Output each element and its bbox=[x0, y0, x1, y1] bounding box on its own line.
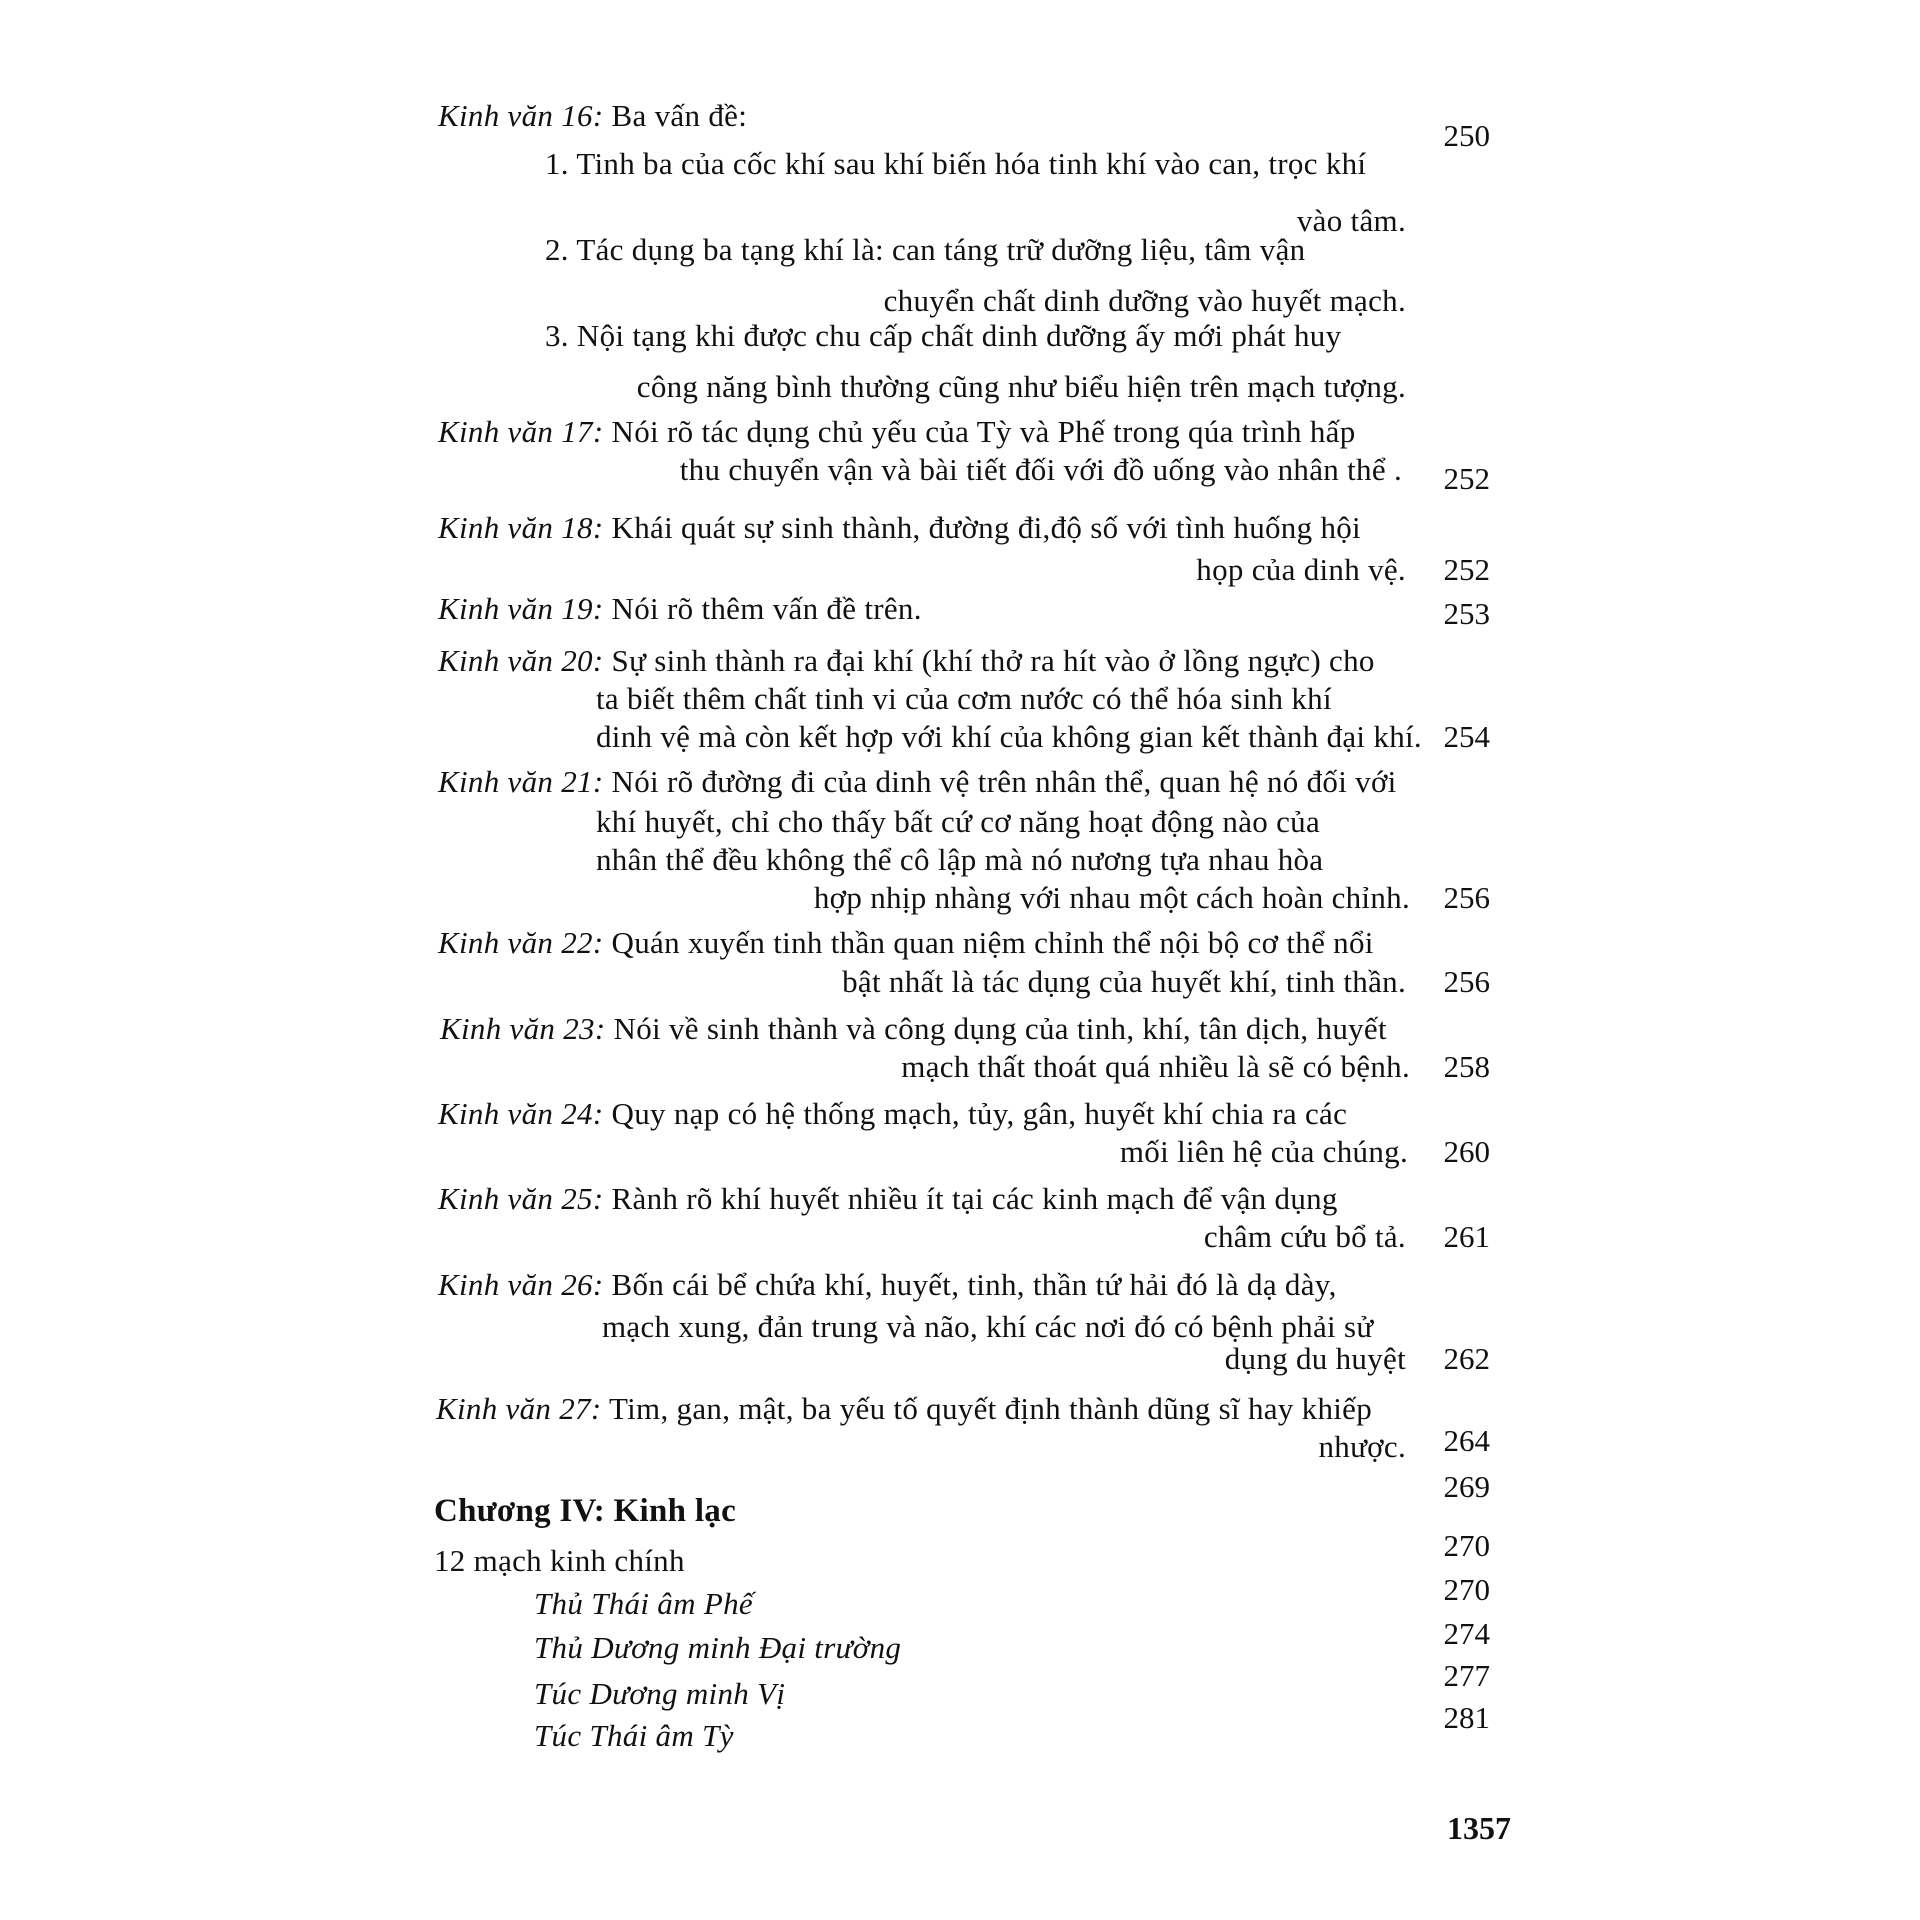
chapter-title: Chương IV: Kinh lạc bbox=[434, 1493, 737, 1529]
entry-text: Sự sinh thành ra đại khí (khí thở ra hít vào ở lồng ngực) cho bbox=[611, 643, 1375, 678]
page-ref: 264 bbox=[1443, 1423, 1490, 1458]
entry-continuation: bật nhất là tác dụng của huyết khí, tinh thần. bbox=[842, 964, 1406, 999]
entry-text: Nói về sinh thành và công dụng của tinh, khí, tân dịch, huyết bbox=[613, 1011, 1387, 1046]
entry-text: Quán xuyến tinh thần quan niệm chỉnh thể nội bộ cơ thể nổi bbox=[611, 925, 1374, 960]
page-ref: 277 bbox=[1443, 1658, 1490, 1693]
subsection-title: Túc Dương minh Vị bbox=[534, 1676, 786, 1711]
list-item-continuation: vào tâm. bbox=[1296, 203, 1406, 238]
toc-entry-21 bbox=[438, 764, 1397, 800]
toc-entry-23 bbox=[440, 1011, 1387, 1047]
toc-entry-17 bbox=[438, 414, 1356, 450]
entry-text: Nói rõ thêm vấn đề trên. bbox=[611, 591, 922, 626]
toc-entry-19 bbox=[438, 591, 922, 627]
toc-entry-18 bbox=[438, 510, 1361, 546]
toc-entry-24 bbox=[438, 1096, 1347, 1132]
page-ref: 270 bbox=[1443, 1572, 1490, 1607]
entry-continuation: khí huyết, chỉ cho thấy bất cứ cơ năng hoạt động nào của bbox=[596, 804, 1321, 839]
toc-entry-25 bbox=[438, 1181, 1338, 1217]
list-item: 3. Nội tạng khi được chu cấp chất dinh dưỡng ấy mới phát huy bbox=[545, 318, 1342, 353]
entry-continuation: họp của dinh vệ. bbox=[1196, 552, 1406, 587]
entry-label: Kinh văn 17: bbox=[438, 414, 604, 449]
subsection-title: Túc Thái âm Tỳ bbox=[534, 1718, 734, 1753]
entry-text: Khái quát sự sinh thành, đường đi,độ số với tình huống hội bbox=[611, 510, 1361, 545]
page-ref: 254 bbox=[1443, 719, 1490, 754]
page-ref: 253 bbox=[1443, 596, 1490, 631]
entry-label: Kinh văn 22: bbox=[438, 925, 604, 960]
page-ref: 269 bbox=[1443, 1469, 1490, 1504]
page-ref: 250 bbox=[1443, 118, 1490, 153]
toc-entry-22 bbox=[438, 925, 1374, 961]
entry-label: Kinh văn 27: bbox=[436, 1391, 602, 1426]
entry-text: Quy nạp có hệ thống mạch, tủy, gân, huyết khí chia ra các bbox=[611, 1096, 1348, 1131]
entry-label: Kinh văn 16: bbox=[438, 98, 604, 133]
entry-continuation: mạch thất thoát quá nhiều là sẽ có bệnh. bbox=[901, 1049, 1410, 1084]
page-ref: 274 bbox=[1443, 1616, 1490, 1651]
entry-text: Nói rõ đường đi của dinh vệ trên nhân thể, quan hệ nó đối với bbox=[611, 764, 1397, 799]
entry-continuation: mạch xung, đản trung và não, khí các nơi đó có bệnh phải sử bbox=[602, 1309, 1374, 1344]
entry-text: Ba vấn đề: bbox=[611, 98, 748, 133]
list-item: 1. Tinh ba của cốc khí sau khí biến hóa tinh khí vào can, trọc khí bbox=[545, 146, 1367, 181]
toc-entry-20 bbox=[438, 643, 1375, 679]
page-ref: 252 bbox=[1443, 461, 1490, 496]
entry-continuation: mối liên hệ của chúng. bbox=[1119, 1134, 1408, 1169]
page-ref: 270 bbox=[1443, 1528, 1490, 1563]
entry-continuation: ta biết thêm chất tinh vi của cơm nước có thể hóa sinh khí bbox=[596, 681, 1332, 716]
entry-continuation: nhược. bbox=[1318, 1429, 1406, 1464]
entry-continuation: dinh vệ mà còn kết hợp với khí của không gian kết thành đại khí. bbox=[596, 719, 1422, 754]
entry-continuation: dụng du huyệt bbox=[1224, 1341, 1406, 1376]
page-ref: 261 bbox=[1443, 1219, 1490, 1254]
entry-text: Tim, gan, mật, ba yếu tố quyết định thành dũng sĩ hay khiếp bbox=[608, 1391, 1373, 1426]
list-item-continuation: công năng bình thường cũng như biểu hiện trên mạch tượng. bbox=[636, 369, 1406, 404]
subsection-title: Thủ Thái âm Phế bbox=[534, 1586, 753, 1621]
entry-continuation: hợp nhịp nhàng với nhau một cách hoàn chỉnh. bbox=[813, 880, 1410, 915]
toc-entry-27 bbox=[436, 1391, 1372, 1427]
entry-label: Kinh văn 26: bbox=[438, 1267, 604, 1302]
entry-text: Bốn cái bể chứa khí, huyết, tinh, thần tứ hải đó là dạ dày, bbox=[611, 1267, 1337, 1302]
entry-label: Kinh văn 23: bbox=[440, 1011, 606, 1046]
entry-continuation: thu chuyển vận và bài tiết đối với đồ uống vào nhân thể . bbox=[679, 452, 1402, 487]
entry-continuation: châm cứu bổ tả. bbox=[1203, 1219, 1406, 1254]
subsection-title: Thủ Dương minh Đại trường bbox=[534, 1630, 902, 1665]
list-item-continuation: chuyển chất dinh dưỡng vào huyết mạch. bbox=[883, 283, 1406, 318]
page-ref: 256 bbox=[1443, 964, 1490, 999]
entry-text: Nói rõ tác dụng chủ yếu của Tỳ và Phế trong qúa trình hấp bbox=[611, 414, 1356, 449]
page-ref: 260 bbox=[1443, 1134, 1490, 1169]
page-number: 1357 bbox=[1447, 1810, 1511, 1846]
entry-continuation: nhân thể đều không thể cô lập mà nó nương tựa nhau hòa bbox=[596, 842, 1324, 877]
entry-label: Kinh văn 19: bbox=[438, 591, 604, 626]
section-title: 12 mạch kinh chính bbox=[434, 1543, 685, 1578]
entry-label: Kinh văn 24: bbox=[438, 1096, 604, 1131]
page-ref: 252 bbox=[1443, 552, 1490, 587]
entry-label: Kinh văn 20: bbox=[438, 643, 604, 678]
entry-label: Kinh văn 21: bbox=[438, 764, 604, 799]
page-ref: 256 bbox=[1443, 880, 1490, 915]
toc-entry-26 bbox=[438, 1267, 1337, 1303]
toc-entry-16 bbox=[438, 98, 747, 134]
entry-text: Rành rõ khí huyết nhiều ít tại các kinh mạch để vận dụng bbox=[611, 1181, 1338, 1216]
page-ref: 262 bbox=[1443, 1341, 1490, 1376]
list-item: 2. Tác dụng ba tạng khí là: can táng trữ dưỡng liệu, tâm vận bbox=[545, 232, 1306, 267]
entry-label: Kinh văn 25: bbox=[438, 1181, 604, 1216]
entry-label: Kinh văn 18: bbox=[438, 510, 604, 545]
page-ref: 258 bbox=[1443, 1049, 1490, 1084]
page-ref: 281 bbox=[1443, 1700, 1490, 1735]
